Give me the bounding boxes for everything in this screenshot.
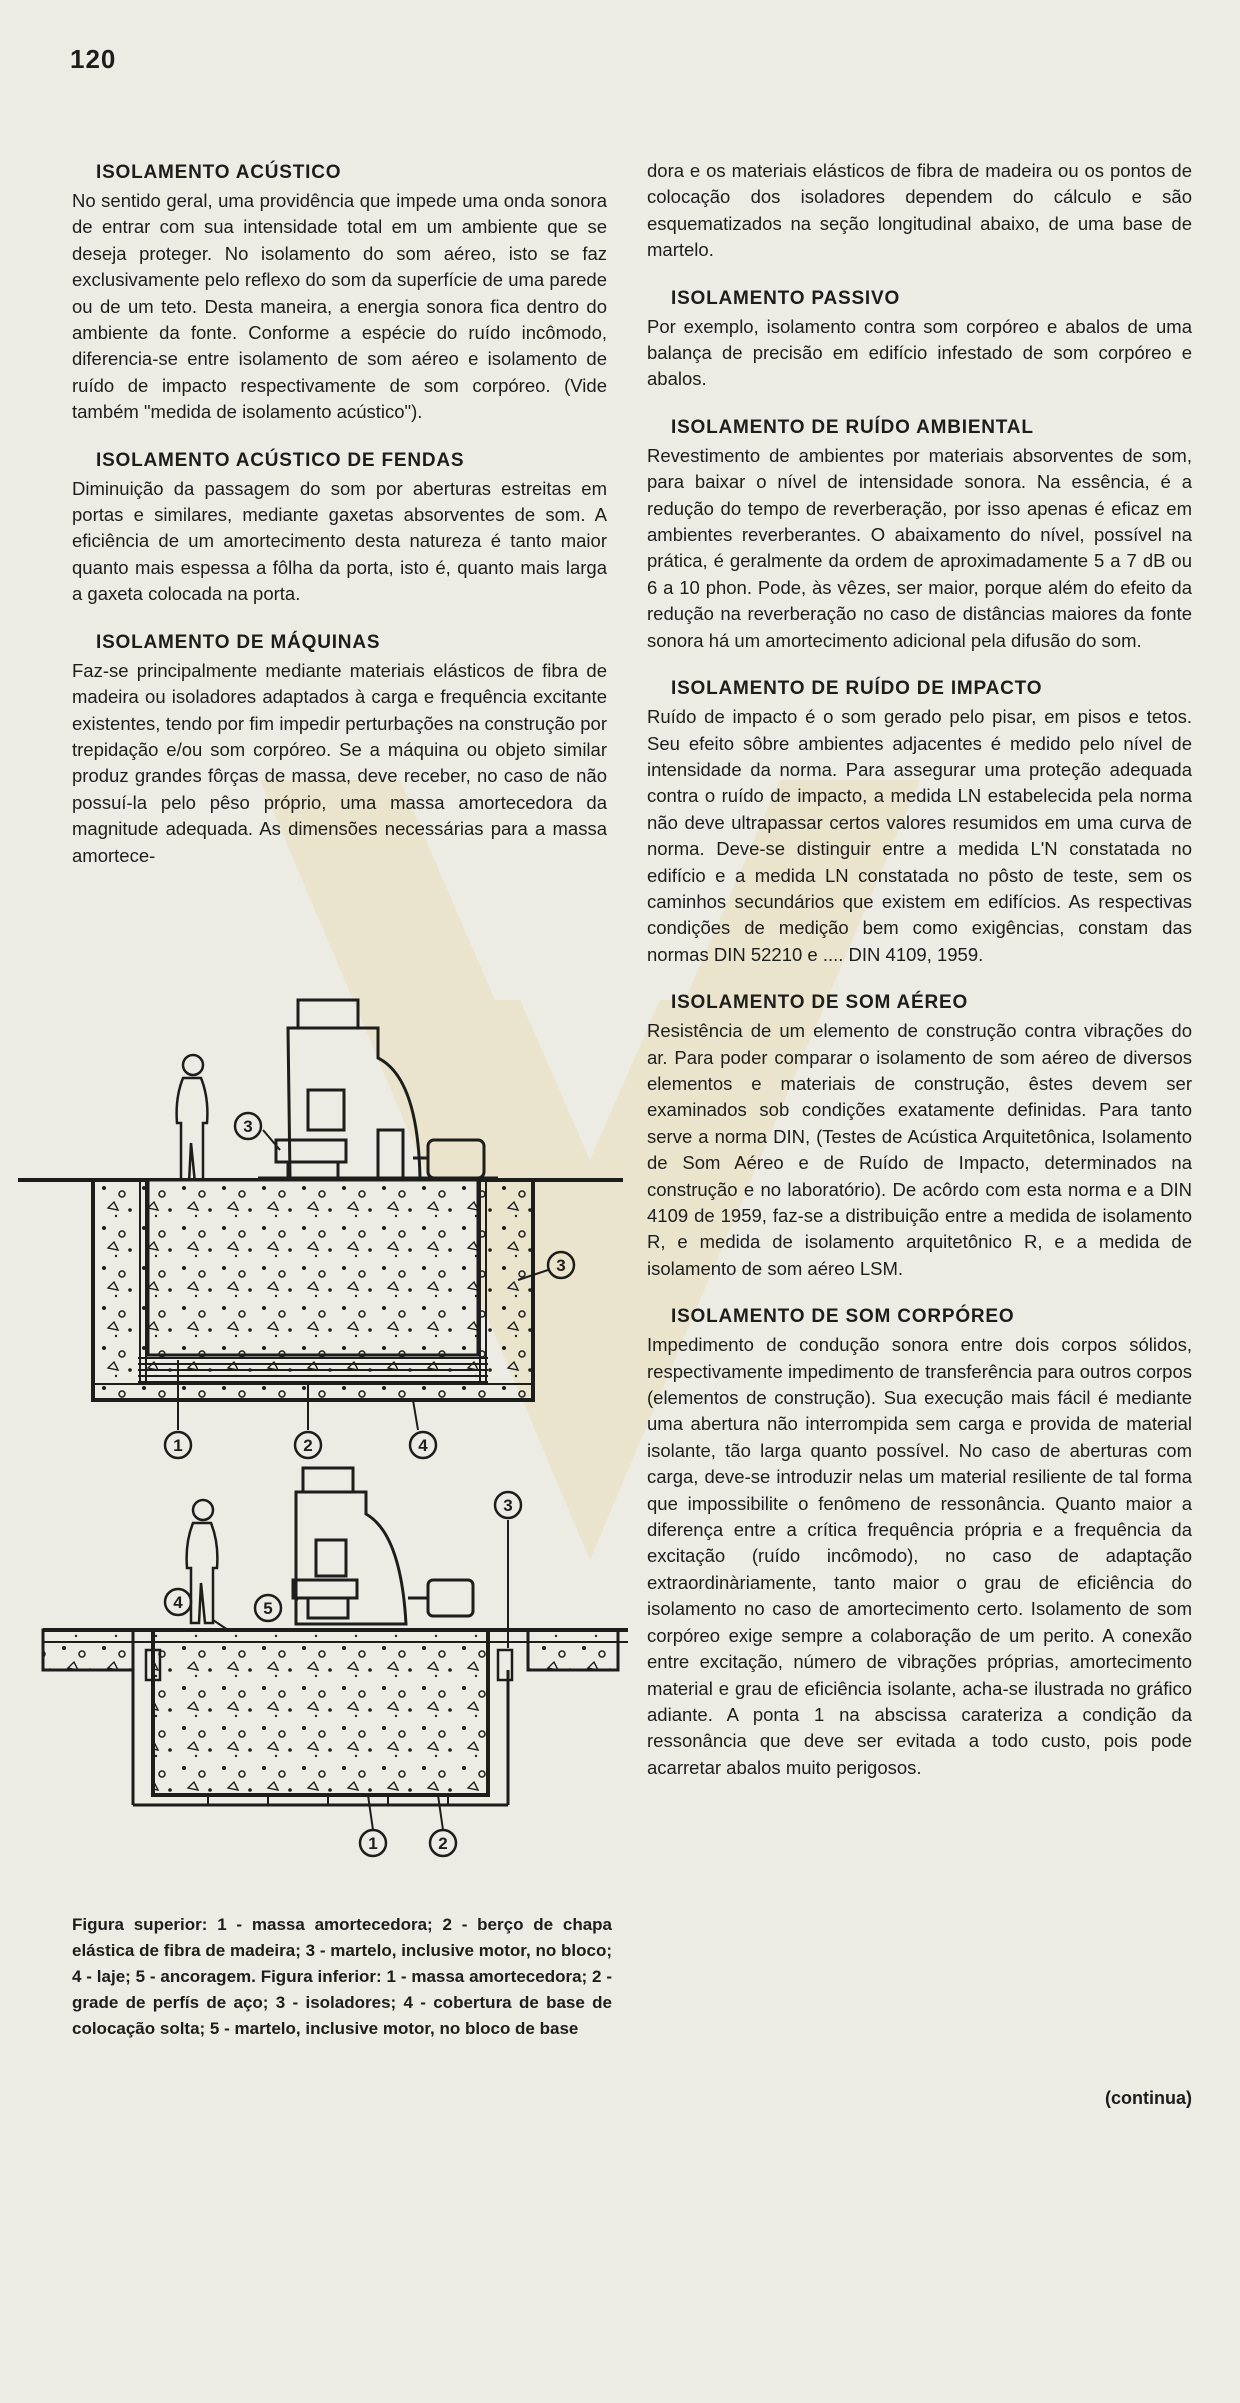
section-heading: ISOLAMENTO DE SOM CORPÓREO <box>671 1306 1015 1328</box>
section-isolamento-de-som-aereo <box>647 990 1192 1282</box>
hammer-machine-icon <box>258 1000 498 1178</box>
section-isolamento-de-ruido-ambiental <box>647 415 1192 654</box>
section-continuation <box>647 158 1192 264</box>
section-text: Impedimento de condução sonora entre dois corpos sólidos, respectivamente impedimento de transferência para outros corpos (elementos de construção). Sua execução mais fácil é mediante uma abertura não interrompida sem carga e provida de material isolante, tão larga quanto possível. No caso de aberturas com carga, deve-se introduzir nelas um material resiliente de tal forma que impossibilite o fenômeno de ressonância. Quanto maior a diferença entre a crítica frequência própria e a frequência da excitação (ruído incômodo), no caso de adaptação extraordinàriamente, tanto maior o grau de eficiência do isolamento no caso de amortecimento certo. Isolamento de som corpóreo exige sempre a colaboração de um perito. A conexão entre excitação, número de vibrações próprias, amortecimento material e grau de eficiência isolante, acha-se ilustrada no gráfico adiante. A ponta 1 na abscissa carateriza a condição da ressonância que deve ser evitada a todo custo, pois pode acarretar abalos muito perigosos. <box>647 1334 1192 1778</box>
section-heading: ISOLAMENTO DE RUÍDO AMBIENTAL <box>671 416 1034 438</box>
callout-label: 3 <box>503 1496 513 1515</box>
section-heading: ISOLAMENTO PASSIVO <box>671 287 901 309</box>
section-isolamento-de-som-corporeo <box>647 1304 1192 1781</box>
section-heading: ISOLAMENTO DE MÁQUINAS <box>96 631 381 653</box>
section-heading: ISOLAMENTO ACÚSTICO <box>96 162 342 183</box>
section-isolamento-de-ruido-de-impacto <box>647 676 1192 968</box>
page-number: 120 <box>70 44 117 74</box>
callout-label: 3 <box>243 1117 253 1136</box>
section-isolamento-acustico-de-fendas <box>72 448 607 608</box>
section-heading: ISOLAMENTO ACÚSTICO DE FENDAS <box>96 449 465 471</box>
section-isolamento-de-maquinas <box>72 630 607 869</box>
callout-label: 3 <box>556 1256 566 1275</box>
continuation-note: (continua) <box>1105 2088 1192 2108</box>
section-text: Faz-se principalmente mediante materiais elásticos de fibra de madeira ou isoladores adaptados à carga e frequência excitante existentes, tendo por fim impedir perturbações na construção por trepidação e/ou som corpóreo. Se a máquina ou objeto similar produz grandes fôrças de massa, deve receber, no caso de não possuí-la pelo pêso próprio, uma massa amortecedora da magnitude adequada. As dimensões necessárias para a massa amortece- <box>72 659 607 866</box>
lower-figure <box>43 1468 628 1856</box>
section-heading: ISOLAMENTO DE SOM AÉREO <box>671 992 969 1014</box>
section-isolamento-passivo <box>647 286 1192 393</box>
section-text: Diminuição da passagem do som por aberturas estreitas em portas e similares, mediante gaxetas absorventes de som. A eficiência de um amortecimento desta natureza é tanto maior quanto mais espessa a fôlha da porta, isto é, quanto mais larga a gaxeta colocada na porta. <box>72 477 607 605</box>
callout-label: 4 <box>173 1593 183 1612</box>
section-isolamento-acustico <box>72 160 607 426</box>
section-text: Por exemplo, isolamento contra som corpóreo e abalos de uma balança de precisão em edifício infestado de som corpóreo e abalos. <box>647 315 1192 390</box>
right-column <box>647 158 1192 1803</box>
callout-label: 1 <box>368 1834 378 1853</box>
callout-label: 1 <box>173 1436 183 1455</box>
callout-label: 2 <box>303 1436 313 1455</box>
left-column <box>72 160 607 891</box>
section-text: dora e os materiais elásticos de fibra de madeira ou os pontos de colocação dos isoladores dependem do cálculo e são esquematizados na seção longitudinal abaixo, de uma base de martelo. <box>647 160 1192 261</box>
hammer-machine-icon <box>293 1468 473 1624</box>
section-text: Resistência de um elemento de construção contra vibrações do ar. Para poder comparar o isolamento de som aéreo de diversos elementos e materiais de construção, êstes devem ser examinados sob condições exatamente definidas. Para tanto serve a norma DIN, (Testes de Acústica Arquitetônica, Isolamento de Som Aéreo e de Ruído de Impacto, determinados na construção e no laboratório). De acôrdo com esta norma e a DIN 4109 de 1959, faz-se a distribuição entre a medida de isolamento R, e medida de isolamento arquitetônico R, e a medida de isolamento de som aéreo LSM. <box>647 1020 1192 1279</box>
figure-caption: Figura superior: 1 - massa amortecedora; 2 - berço de chapa elástica de fibra de madeira; 3 - martelo, inclusive motor, no bloco; 4 - laje; 5 - ancoragem. Figura inferior: 1 - massa amortecedora; 2 - grade de perfís de aço; 3 - isoladores; 4 - cobertura de base de colocação solta; 5 - martelo, inclusive motor, no bloco de base <box>72 1915 612 2038</box>
section-heading: ISOLAMENTO DE RUÍDO DE IMPACTO <box>671 678 1043 700</box>
callout-label: 2 <box>438 1834 448 1853</box>
callout-label: 4 <box>418 1436 428 1455</box>
callout-label: 5 <box>263 1599 273 1618</box>
person-icon <box>177 1055 208 1183</box>
section-text: No sentido geral, uma providência que impede uma onda sonora de entrar com sua intensidade total em um ambiente que se deseja proteger. No isolamento do som aéreo, isto se faz exclusivamente pelo reflexo do som da superfície de uma parede ou de um teto. Desta maneira, a energia sonora fica dentro do ambiente da fonte. Conforme a espécie do ruído incômodo, diferencia-se entre isolamento de som aéreo e isolamento de ruído de impacto respectivamente de som corpóreo. (Vide também "medida de isolamento acústico"). <box>72 190 607 423</box>
section-text: Revestimento de ambientes por materiais absorventes de som, para baixar o nível de intensidade sonora. Na essência, é a redução do tempo de reverberação, por isso apenas é eficaz em ambientes reverberantes. O abaixamento do nível, possível na prática, é geralmente da ordem de aproximadamente 5 a 7 dB ou 6 a 10 phon. Pode, às vêzes, ser maior, porque além do efeito da redução na reverberação no caso de distâncias maiores da fonte sonora há um amortecimento adicional pela difusão do som. <box>647 444 1192 651</box>
machine-foundation-diagrams <box>18 980 628 1910</box>
section-text: Ruído de impacto é o som gerado pelo pisar, em pisos e tetos. Seu efeito sôbre ambientes adjacentes é medido pelo nível de intensidade da norma. Para assegurar uma proteção adequada contra o ruído de impacto, a medida LN estabelecida pela norma não deve ultrapassar certos valores resumidos em uma curva de norma. Deve-se distinguir entre a medida L'N constatada no edifício e a medida LN constatada no pôsto de teste, sem os caminhos secundários que existem em edifícios. As respectivas condições de medição bem como exigências, constam das normas DIN 52210 e .... DIN 4109, 1959. <box>647 706 1192 965</box>
upper-figure <box>18 1000 623 1458</box>
